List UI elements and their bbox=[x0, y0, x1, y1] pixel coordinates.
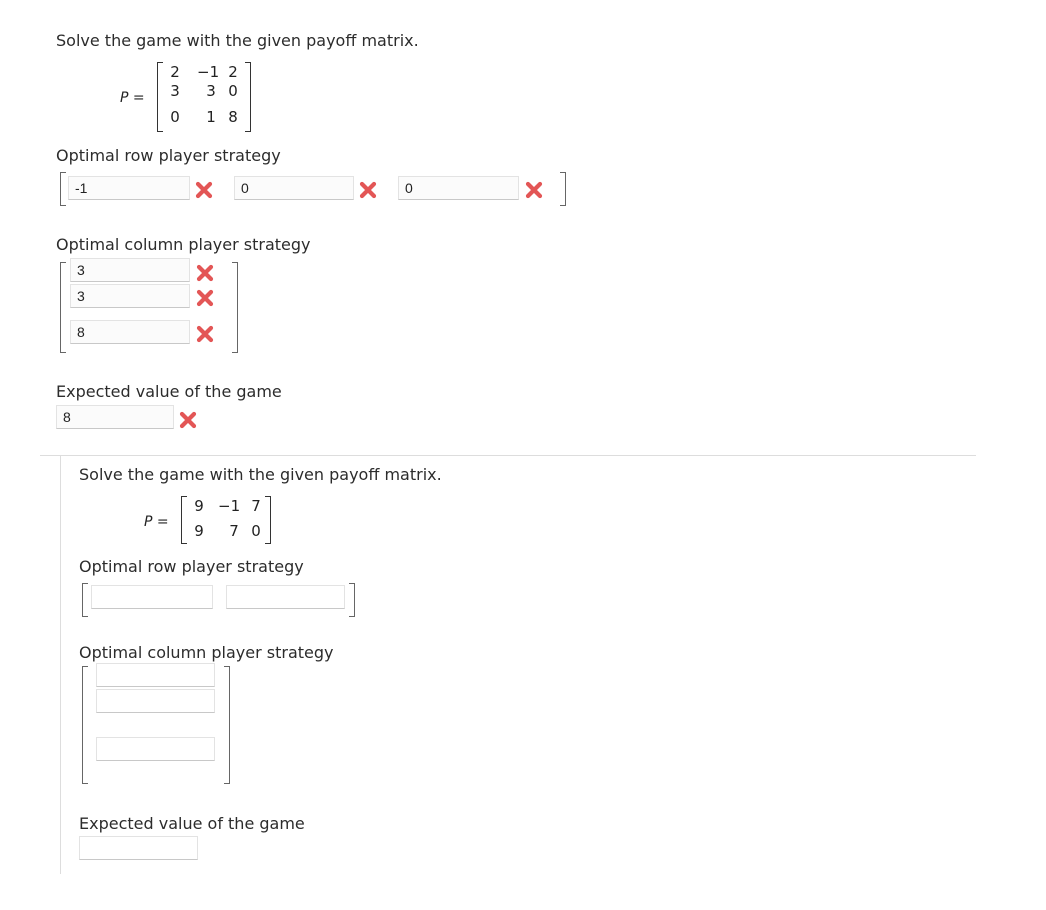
matrix-cell: 3 bbox=[170, 82, 180, 100]
problem2-row-strategy-label: Optimal row player strategy bbox=[79, 557, 304, 576]
problem1-column-strategy-label: Optimal column player strategy bbox=[56, 235, 311, 254]
incorrect-x-icon bbox=[525, 181, 543, 199]
matrix-cell: 2 bbox=[170, 63, 180, 81]
problem1-expected-value-label: Expected value of the game bbox=[56, 382, 282, 401]
vector-left-bracket bbox=[82, 666, 88, 784]
vector-left-bracket bbox=[60, 262, 66, 353]
incorrect-x-icon bbox=[196, 289, 214, 307]
matrix-cell: 7 bbox=[229, 522, 239, 540]
incorrect-x-icon bbox=[359, 181, 377, 199]
column-strategy-input-1[interactable] bbox=[96, 663, 215, 687]
problem1-prompt: Solve the game with the given payoff matrix. bbox=[56, 31, 419, 50]
matrix-left-bracket bbox=[157, 62, 163, 132]
incorrect-x-icon bbox=[195, 181, 213, 199]
section-divider bbox=[40, 455, 976, 456]
column-strategy-input-2[interactable] bbox=[96, 689, 215, 713]
matrix-cell: −1 bbox=[197, 63, 220, 81]
problem1-row-strategy-label: Optimal row player strategy bbox=[56, 146, 281, 165]
matrix-cell: −1 bbox=[218, 497, 241, 515]
column-strategy-input-3[interactable]: 8 bbox=[70, 320, 190, 344]
expected-value-input[interactable] bbox=[79, 836, 198, 860]
matrix-cell: 7 bbox=[251, 497, 261, 515]
matrix-cell: 0 bbox=[228, 82, 238, 100]
row-strategy-input-2[interactable] bbox=[226, 585, 345, 609]
matrix-cell: 1 bbox=[206, 108, 216, 126]
matrix-cell: 0 bbox=[251, 522, 261, 540]
problem2-column-strategy-label: Optimal column player strategy bbox=[79, 643, 334, 662]
vector-right-bracket bbox=[560, 172, 566, 206]
p-variable: P bbox=[120, 90, 129, 106]
vector-right-bracket bbox=[349, 583, 355, 617]
vector-right-bracket bbox=[224, 666, 230, 784]
problem2-expected-value-label: Expected value of the game bbox=[79, 814, 305, 833]
p-equals: = bbox=[156, 514, 169, 530]
row-strategy-input-1[interactable] bbox=[91, 585, 213, 609]
matrix-cell: 2 bbox=[228, 63, 238, 81]
incorrect-x-icon bbox=[196, 325, 214, 343]
column-strategy-input-2[interactable]: 3 bbox=[70, 284, 190, 308]
column-strategy-input-3[interactable] bbox=[96, 737, 215, 761]
vector-right-bracket bbox=[232, 262, 238, 353]
column-strategy-input-1[interactable]: 3 bbox=[70, 258, 190, 282]
incorrect-x-icon bbox=[179, 411, 197, 429]
vector-left-bracket bbox=[60, 172, 66, 206]
matrix-cell: 3 bbox=[206, 82, 216, 100]
expected-value-input[interactable]: 8 bbox=[56, 405, 174, 429]
matrix-cell: 8 bbox=[228, 108, 238, 126]
matrix-cell: 9 bbox=[194, 522, 204, 540]
matrix-left-bracket bbox=[181, 496, 187, 544]
incorrect-x-icon bbox=[196, 264, 214, 282]
vector-left-bracket bbox=[82, 583, 88, 617]
problem1-p-label bbox=[120, 90, 145, 106]
section-left-rule bbox=[60, 456, 61, 874]
row-strategy-input-3[interactable]: 0 bbox=[398, 176, 519, 200]
p-equals: = bbox=[132, 90, 145, 106]
problem2-prompt: Solve the game with the given payoff matrix. bbox=[79, 465, 442, 484]
matrix-cell: 9 bbox=[194, 497, 204, 515]
matrix-right-bracket bbox=[245, 62, 251, 132]
matrix-cell: 0 bbox=[170, 108, 180, 126]
row-strategy-input-1[interactable]: -1 bbox=[68, 176, 190, 200]
problem2-p-label bbox=[144, 514, 169, 530]
p-variable: P bbox=[144, 514, 153, 530]
row-strategy-input-2[interactable]: 0 bbox=[234, 176, 354, 200]
